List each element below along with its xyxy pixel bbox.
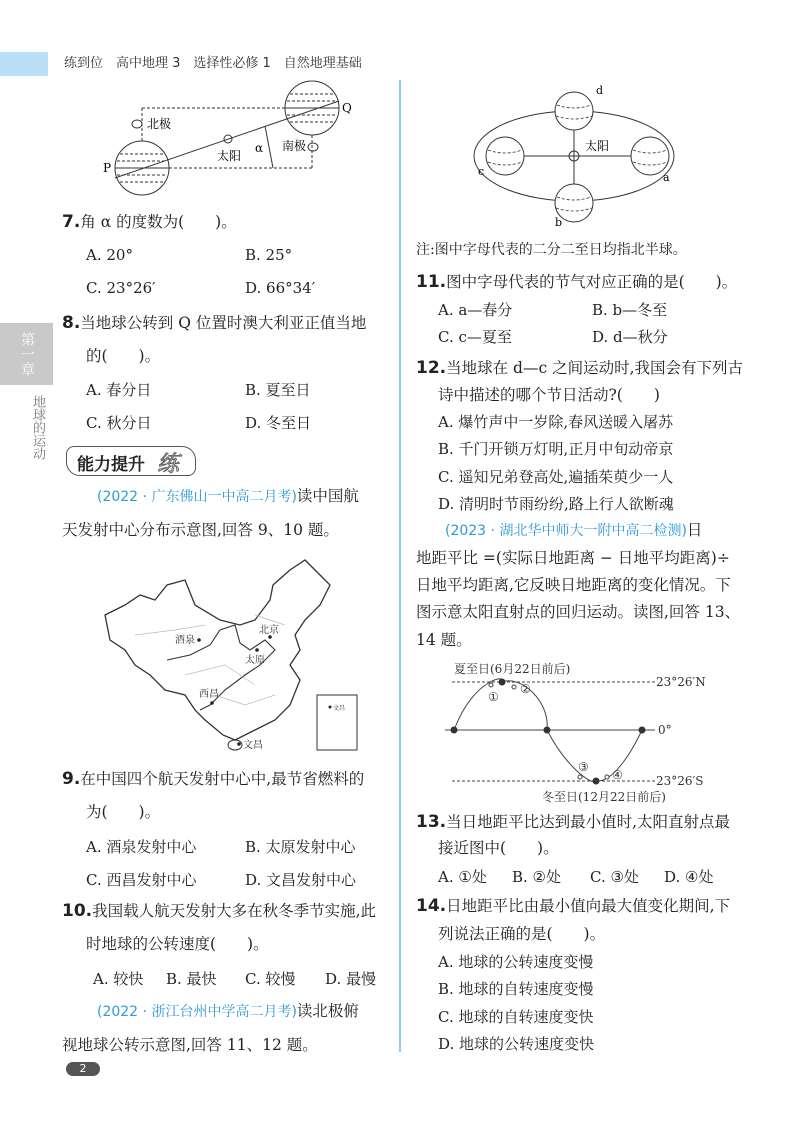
badge-tail: 练: [157, 452, 180, 477]
label-c: c: [478, 165, 485, 178]
p-label: P: [103, 161, 112, 175]
label-b: b: [555, 216, 563, 228]
question-11: 11.图中字母代表的节气对应正确的是( )。: [416, 272, 738, 292]
intro-9-10: (2022 · 广东佛山一中高二月考)读中国航: [97, 487, 359, 505]
winter-solstice-label: 冬至日(12月22日前后): [542, 790, 666, 804]
option[interactable]: C. 23°26′: [86, 279, 156, 297]
option[interactable]: C. 遥知兄弟登高处,遍插茱萸少一人: [438, 468, 674, 486]
intro-11-12-cont: 视地球公转示意图,回答 11、12 题。: [62, 1036, 318, 1054]
option[interactable]: D. 66°34′: [245, 279, 316, 297]
question-8: 8.当地球公转到 Q 位置时澳大利亚正值当地: [62, 313, 367, 333]
point-4: ④: [612, 768, 623, 782]
section-badge: [66, 446, 196, 476]
label-d: d: [596, 84, 604, 97]
question-12-cont: 诗中描述的哪个节日活动?( ): [438, 386, 660, 404]
earth-orbit-diagram: [95, 78, 365, 208]
chapter-tab: [0, 323, 53, 385]
city-taiyuan: 太原: [245, 655, 265, 666]
sun-label: 太阳: [585, 139, 610, 153]
point-3: ③: [578, 760, 589, 774]
option[interactable]: A. 春分日: [86, 381, 152, 399]
q-label: Q: [342, 101, 352, 115]
option[interactable]: A. 酒泉发射中心: [86, 838, 197, 856]
option[interactable]: D. ④处: [664, 868, 714, 886]
city-beijing: 北京: [259, 625, 279, 636]
option[interactable]: B. b—冬至: [592, 301, 668, 319]
point-2: ②: [520, 682, 531, 696]
option[interactable]: D. d—秋分: [592, 328, 668, 346]
badge-label: 能力提升: [77, 455, 145, 475]
north-pole-label: 北极: [147, 117, 172, 131]
intro-13-14: (2023 · 湖北华中师大一附中高二检测)日: [445, 521, 703, 539]
intro-line: 日地平均距离,它反映日地距离的变化情况。下: [416, 576, 731, 594]
alpha-label: α: [255, 141, 264, 155]
column-divider: [399, 80, 401, 1052]
option[interactable]: D. 清明时节雨纷纷,路上行人欲断魂: [438, 495, 674, 513]
question-9-cont: 为( )。: [86, 803, 161, 821]
equator-label: 0°: [658, 723, 672, 737]
option[interactable]: B. 25°: [245, 246, 293, 264]
china-launch-center-map: [95, 555, 375, 755]
page-number: 2: [66, 1062, 100, 1076]
option[interactable]: A. 20°: [86, 246, 133, 264]
option[interactable]: B. 千门开锁万灯明,正月中旬动帝京: [438, 440, 674, 458]
option[interactable]: C. 地球的自转速度变快: [438, 1008, 594, 1026]
option[interactable]: B. 地球的自转速度变慢: [438, 980, 594, 998]
question-13-cont: 接近图中( )。: [438, 839, 559, 857]
option[interactable]: A. 较快: [93, 970, 144, 988]
header-accent-bar: [0, 52, 48, 76]
question-14-cont: 列说法正确的是( )。: [438, 925, 606, 943]
sun-label: 太阳: [217, 149, 242, 163]
option[interactable]: D. 冬至日: [245, 414, 312, 432]
south-pole-label: 南极: [282, 139, 307, 153]
option[interactable]: B. 最快: [166, 970, 217, 988]
city-wenchang: 文昌: [243, 740, 263, 751]
option[interactable]: B. ②处: [512, 868, 562, 886]
intro-line: 图示意太阳直射点的回归运动。读图,回答 13、: [416, 603, 741, 621]
intro-11-12: (2022 · 浙江台州中学高二月考)读北极俯: [97, 1002, 359, 1020]
intro-line: 地距平比 =(实际日地距离 − 日地平均距离)÷: [416, 549, 730, 567]
orbit-top-view-diagram: [450, 78, 700, 228]
section-label: 地球的运动: [30, 395, 45, 460]
chapter-label: 第一章: [19, 331, 35, 377]
solar-migration-diagram: [440, 655, 760, 805]
summer-solstice-label: 夏至日(6月22日前后): [454, 662, 571, 676]
question-9: 9.在中国四个航天发射中心中,最节省燃料的: [62, 769, 365, 789]
lat-south-label: 23°26′S: [656, 774, 704, 788]
question-8-cont: 的( )。: [86, 347, 161, 365]
point-1: ①: [488, 690, 499, 704]
option[interactable]: A. ①处: [438, 868, 487, 886]
intro-9-10-cont: 天发射中心分布示意图,回答 9、10 题。: [62, 521, 339, 539]
option[interactable]: A. 地球的公转速度变慢: [438, 953, 594, 971]
question-13: 13.当日地距平比达到最小值时,太阳直射点最: [416, 812, 731, 832]
inset-city: 文昌: [333, 705, 346, 712]
question-7: 7.角 α 的度数为( )。: [62, 212, 237, 232]
question-10-cont: 时地球的公转速度( )。: [86, 935, 269, 953]
option[interactable]: A. a—春分: [438, 301, 513, 319]
label-a: a: [663, 171, 670, 184]
option[interactable]: C. ③处: [590, 868, 639, 886]
intro-line: 14 题。: [416, 631, 472, 649]
city-xichang: 西昌: [199, 689, 219, 700]
figure-note: 注:图中字母代表的二分二至日均指北半球。: [416, 242, 687, 258]
option[interactable]: C. 秋分日: [86, 414, 152, 432]
option[interactable]: D. 最慢: [325, 970, 377, 988]
option[interactable]: D. 文昌发射中心: [245, 871, 357, 889]
city-jiuquan: 酒泉: [175, 635, 195, 646]
question-10: 10.我国载人航天发射大多在秋冬季节实施,此: [62, 901, 377, 921]
lat-north-label: 23°26′N: [656, 675, 706, 689]
option[interactable]: A. 爆竹声中一岁除,春风送暖入屠苏: [438, 413, 674, 431]
question-14: 14.日地距平比由最小值向最大值变化期间,下: [416, 896, 731, 916]
header-title: 练到位 高中地理 3 选择性必修 1 自然地理基础: [64, 56, 362, 71]
question-12: 12.当地球在 d—c 之间运动时,我国会有下列古: [416, 358, 744, 378]
option[interactable]: D. 地球的公转速度变快: [438, 1035, 595, 1053]
option[interactable]: C. 西昌发射中心: [86, 871, 197, 889]
option[interactable]: C. c—夏至: [438, 328, 512, 346]
option[interactable]: B. 太原发射中心: [245, 838, 356, 856]
option[interactable]: B. 夏至日: [245, 381, 311, 399]
option[interactable]: C. 较慢: [245, 970, 296, 988]
